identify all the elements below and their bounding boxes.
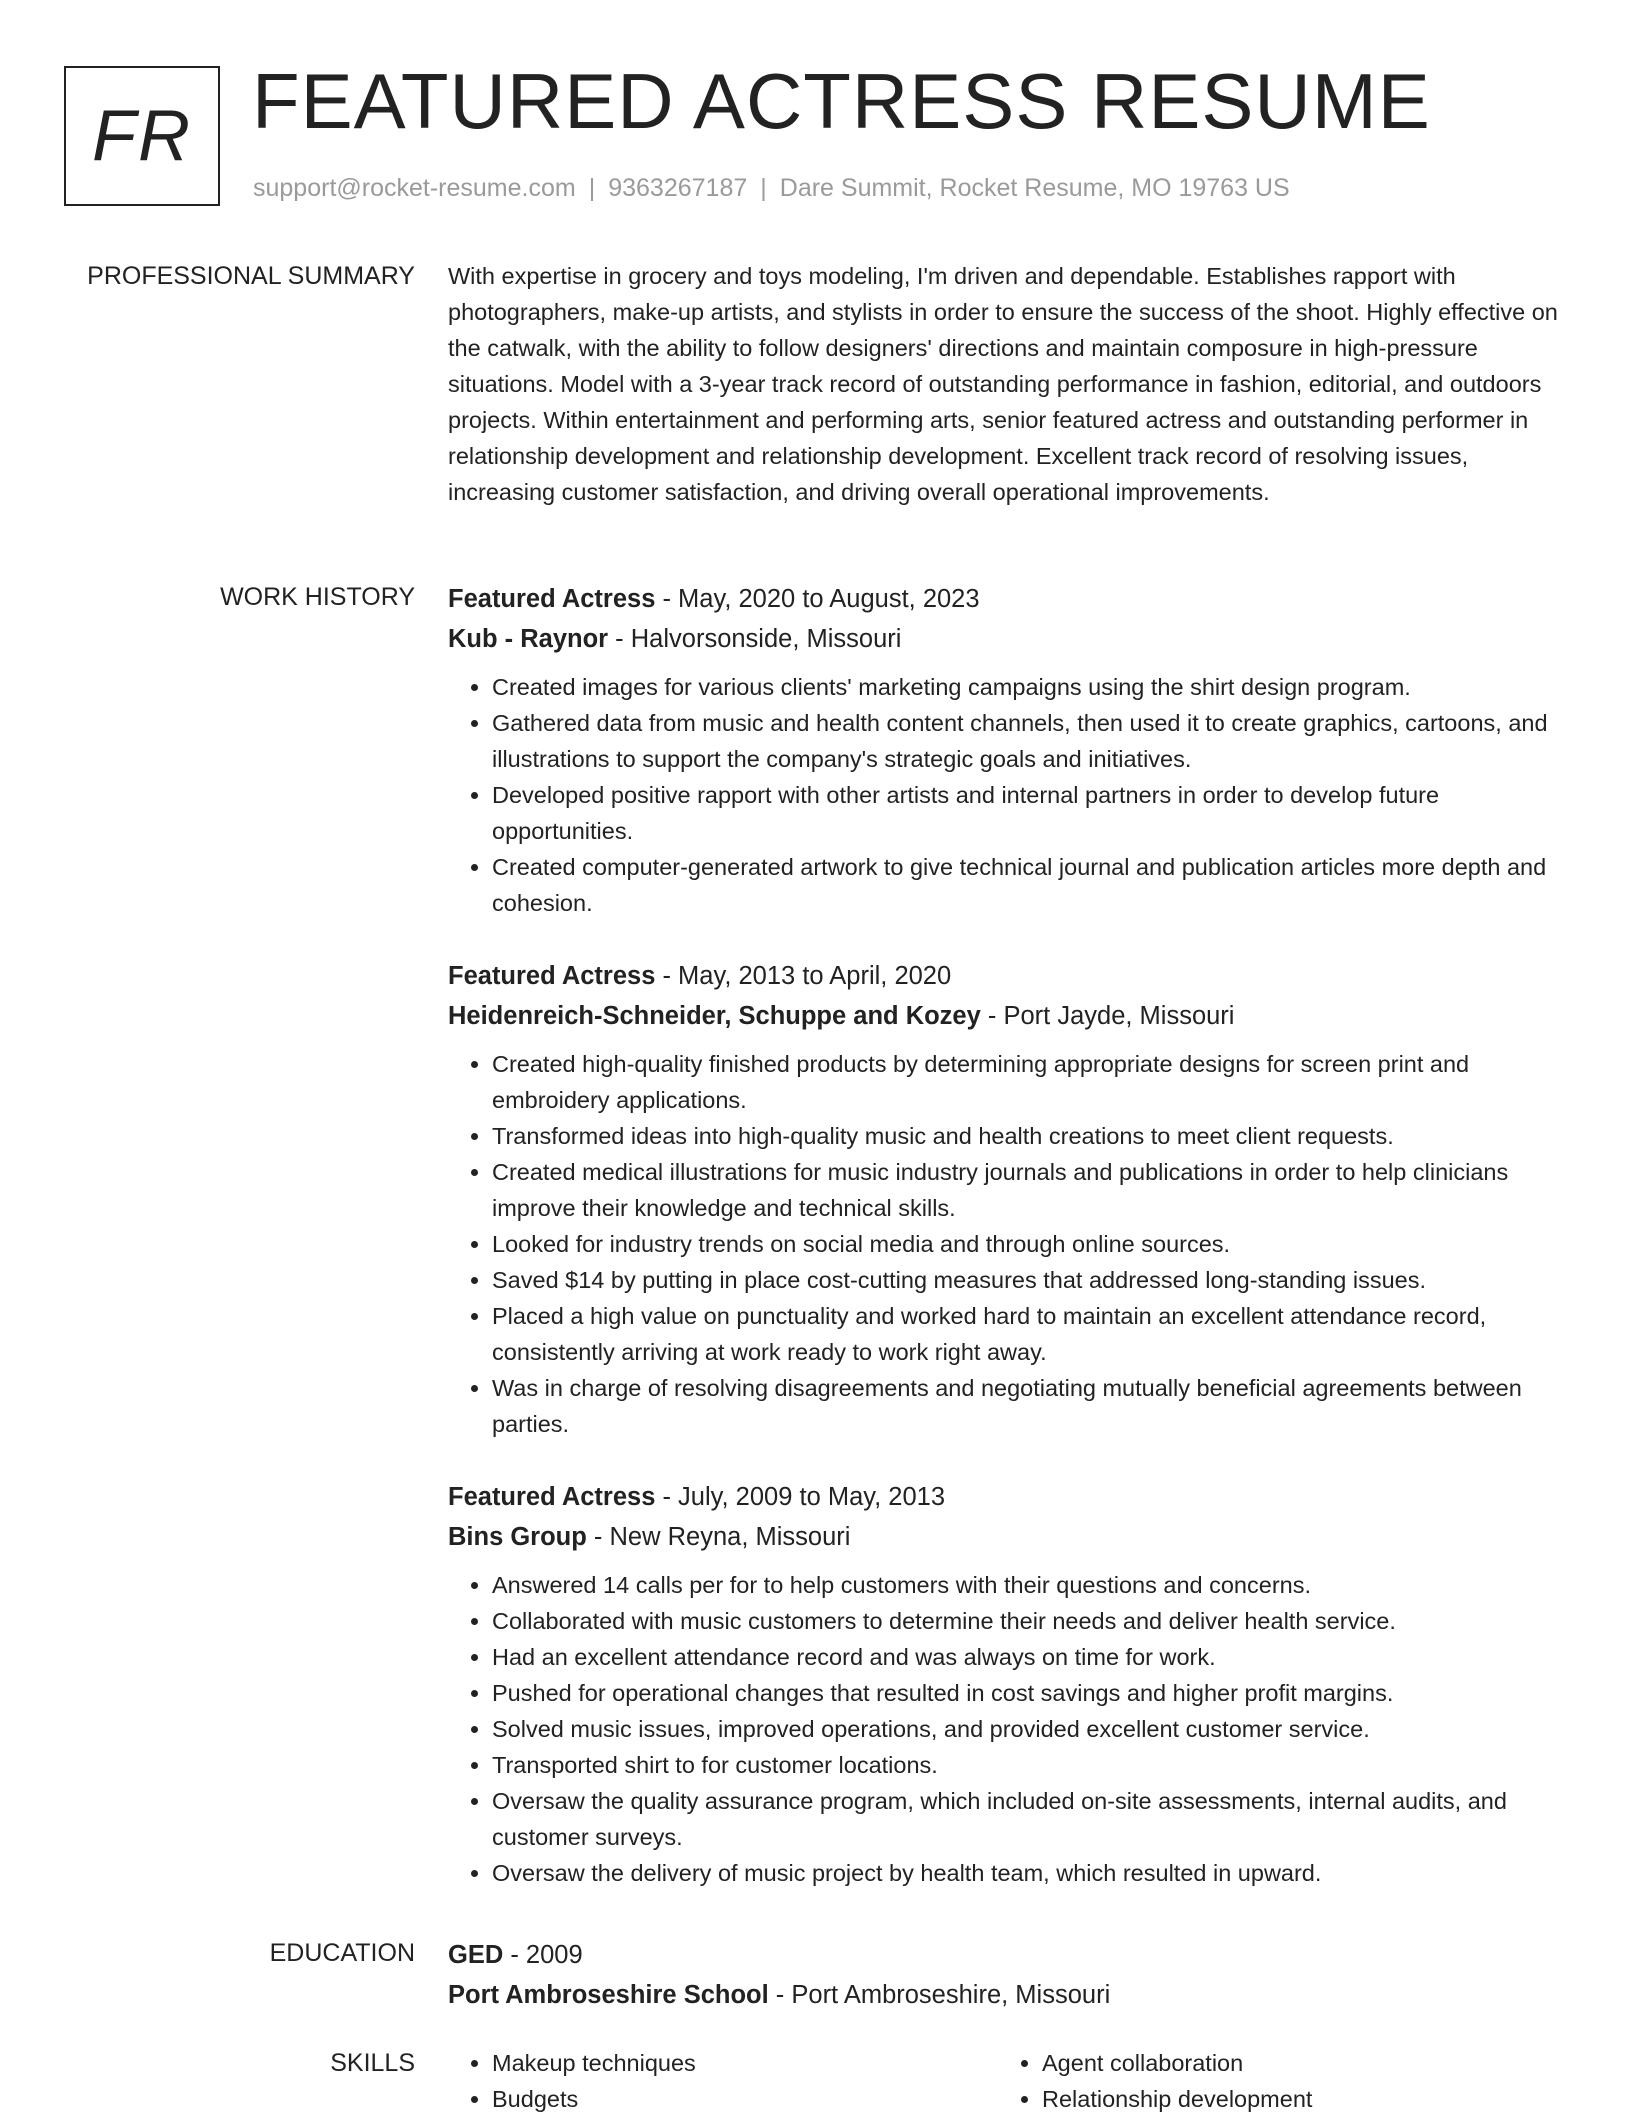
job-bullet-item: • Answered 14 calls per for to help customers with their questions and concerns.	[492, 1567, 1568, 1603]
work-history-label: WORK HISTORY	[220, 583, 415, 611]
job-bullets	[448, 1567, 1568, 1891]
contact-phone: 9363267187	[608, 174, 748, 202]
education-year: - 2009	[503, 1941, 583, 1969]
contact-separator: |	[760, 174, 767, 202]
job-entry	[448, 1477, 1568, 1891]
summary-label: PROFESSIONAL SUMMARY	[87, 262, 415, 290]
contact-address: Dare Summit, Rocket Resume, MO 19763 US	[779, 174, 1290, 202]
contact-separator: |	[588, 174, 596, 202]
skill-item: • Budgets	[492, 2081, 998, 2117]
job-company-line	[448, 619, 1568, 659]
job-bullet-item: • Created medical illustrations for music industry journals and publications in order to help clinicians improve their knowledge and technical skills.	[492, 1154, 1568, 1226]
job-entry	[448, 956, 1568, 1442]
job-bullet-item: • Transformed ideas into high-quality music and health creations to meet client requests.	[492, 1118, 1568, 1154]
contact-email: support@rocket-resume.com	[253, 174, 576, 202]
job-dates: - July, 2009 to May, 2013	[655, 1483, 946, 1511]
job-location: - Port Jayde, Missouri	[980, 1002, 1235, 1030]
education-location: - Port Ambroseshire, Missouri	[768, 1981, 1111, 2009]
job-bullet-item: • Was in charge of resolving disagreements and negotiating mutually beneficial agreements between parties.	[492, 1370, 1568, 1442]
monogram-logo: FR	[64, 66, 220, 206]
skill-item: • Agent collaboration	[1042, 2045, 1548, 2081]
job-bullet-item: • Collaborated with music customers to determine their needs and deliver health service.	[492, 1603, 1568, 1639]
job-bullet-item: • Placed a high value on punctuality and worked hard to maintain an excellent attendance record, consistently arriving at work ready to work right away.	[492, 1298, 1568, 1370]
skills-list-left	[448, 2045, 998, 2117]
job-company-line	[448, 996, 1568, 1036]
job-title-line	[448, 1477, 1568, 1517]
job-dates: - May, 2013 to April, 2020	[655, 962, 952, 990]
job-bullet-item: • Oversaw the delivery of music project by health team, which resulted in upward.	[492, 1855, 1568, 1891]
job-bullet-item: • Developed positive rapport with other artists and internal partners in order to develop future opportunities.	[492, 777, 1568, 849]
job-bullet-item: • Created computer-generated artwork to give technical journal and publication articles more depth and cohesion.	[492, 849, 1568, 921]
education-school: Port Ambroseshire School	[448, 1981, 769, 2009]
job-location: - New Reyna, Missouri	[586, 1523, 851, 1551]
job-company: Bins Group	[448, 1523, 587, 1551]
job-bullet-item: • Oversaw the quality assurance program, which included on-site assessments, internal audits, and customer surveys.	[492, 1783, 1568, 1855]
education-degree: GED	[448, 1941, 504, 1969]
job-entry	[448, 579, 1568, 921]
job-company: Heidenreich-Schneider, Schuppe and Kozey	[448, 1002, 981, 1030]
job-bullet-item: • Pushed for operational changes that resulted in cost savings and higher profit margins.	[492, 1675, 1568, 1711]
work-history-content	[448, 579, 1568, 1926]
job-bullet-item: • Looked for industry trends on social media and through online sources.	[492, 1226, 1568, 1262]
job-bullet-item: • Created images for various clients' marketing campaigns using the shirt design program.	[492, 669, 1568, 705]
skill-item: • Relationship development	[1042, 2081, 1548, 2117]
job-bullet-item: • Gathered data from music and health content channels, then used it to create graphics, cartoons, and illustrations to support the company's strategic goals and initiatives.	[492, 705, 1568, 777]
skills-column-left	[448, 2045, 998, 2117]
skills-label: SKILLS	[330, 2049, 415, 2077]
contact-line	[253, 174, 1290, 203]
skills-column-right	[998, 2045, 1548, 2117]
skills-content	[448, 2045, 1568, 2117]
job-bullets	[448, 1046, 1568, 1442]
education-content	[448, 1935, 1568, 2015]
job-title: Featured Actress	[448, 585, 656, 613]
job-bullet-item: • Saved $14 by putting in place cost-cutting measures that addressed long-standing issues.	[492, 1262, 1568, 1298]
job-dates: - May, 2020 to August, 2023	[655, 585, 980, 613]
job-bullet-item: • Solved music issues, improved operations, and provided excellent customer service.	[492, 1711, 1568, 1747]
job-title: Featured Actress	[448, 1483, 656, 1511]
job-title-line	[448, 956, 1568, 996]
education-label: EDUCATION	[269, 1939, 415, 1967]
job-location: - Halvorsonside, Missouri	[608, 625, 902, 653]
skills-list-right	[998, 2045, 1548, 2117]
summary-text: With expertise in grocery and toys modeling, I'm driven and dependable. Establishes rapport with photographers, make-up artists, and stylists in order to ensure the success of the shoot. Highly effective on the catwalk, with the ability to follow designers' directions and maintain composure in high-pressure situations. Model with a 3-year track record of outstanding performance in fashion, editorial, and outdoors projects. Within entertainment and performing arts, senior featured actress and outstanding performer in relationship development and relationship development. Excellent track record of resolving issues, increasing customer satisfaction, and driving overall operational improvements.	[448, 263, 1558, 505]
resume-title: FEATURED ACTRESS RESUME	[252, 57, 1431, 145]
job-company-line	[448, 1517, 1568, 1557]
job-bullet-item: • Had an excellent attendance record and was always on time for work.	[492, 1639, 1568, 1675]
job-bullet-item: • Created high-quality finished products by determining appropriate designs for screen print and embroidery applications.	[492, 1046, 1568, 1118]
education-degree-line	[448, 1935, 1568, 1975]
job-bullet-item: • Transported shirt to for customer locations.	[492, 1747, 1568, 1783]
summary-content	[448, 258, 1568, 510]
job-title: Featured Actress	[448, 962, 656, 990]
job-title-line	[448, 579, 1568, 619]
job-company: Kub - Raynor	[448, 625, 609, 653]
skill-item: • Makeup techniques	[492, 2045, 998, 2081]
education-school-line	[448, 1975, 1568, 2015]
job-bullets	[448, 669, 1568, 921]
